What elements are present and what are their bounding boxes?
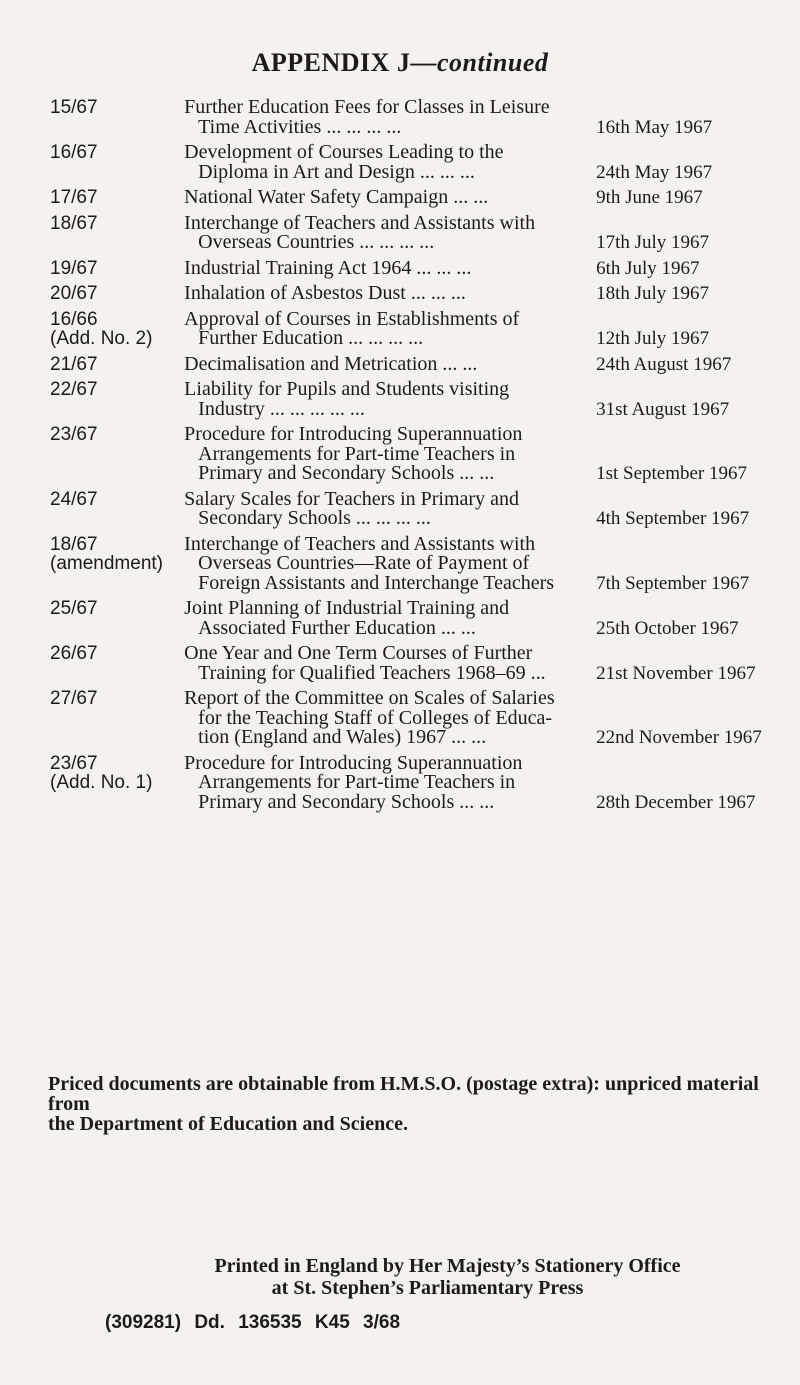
- circular-title: [184, 532, 596, 600]
- circular-date-line: [596, 425, 790, 445]
- circular-number: [50, 259, 184, 285]
- circular-date-line: 4th September 1967: [596, 508, 750, 529]
- circular-title-line: Training for Qualified Teachers 1968–69 ...: [198, 661, 546, 684]
- circulars-table: [50, 98, 790, 818]
- circular-number-text: 18/67: [50, 212, 98, 234]
- circular-title: [184, 98, 596, 143]
- circular-date: [596, 599, 790, 644]
- circular-title-line: Approval of Courses in Establishments of: [184, 307, 520, 330]
- circular-title-line: Further Education ... ... ... ...: [198, 327, 424, 349]
- circular-title: [184, 380, 596, 425]
- circular-date-line: [596, 214, 790, 234]
- circular-number: [50, 490, 184, 535]
- circular-title-line: Industrial Training Act 1964 ... ... ...: [184, 256, 472, 279]
- circular-number: [50, 689, 184, 754]
- circular-date: [596, 535, 790, 600]
- circular-date-line: 22nd November 1967: [596, 727, 762, 748]
- table-row: [50, 490, 790, 535]
- circular-number-addendum: (Add. No. 2): [50, 328, 153, 349]
- circular-title-line: Arrangements for Part-time Teachers in: [198, 442, 516, 465]
- circular-date-line: [596, 445, 790, 465]
- circular-title-line: Further Education Fees for Classes in Leisure: [184, 96, 550, 118]
- circular-title: [184, 751, 596, 819]
- circular-number: [50, 188, 184, 214]
- circular-title-line: Decimalisation and Metrication ... ...: [184, 352, 478, 375]
- table-row: [50, 689, 790, 754]
- circular-title-line: Associated Further Education ... ...: [198, 616, 476, 639]
- pricing-note-line1: Priced documents are obtainable from H.M.S.O. (postage extra): unpriced material from: [48, 1073, 759, 1115]
- table-row: [50, 214, 790, 259]
- circular-title-line: Diploma in Art and Design ... ... ...: [198, 160, 475, 183]
- circular-title-line: National Water Safety Campaign ... ...: [184, 186, 489, 208]
- circular-title-line: Interchange of Teachers and Assistants with: [184, 532, 536, 555]
- circular-date-line: 17th July 1967: [596, 232, 710, 253]
- circular-number: [50, 214, 184, 259]
- circular-number-addendum: (amendment): [50, 553, 163, 574]
- circular-date-line: [596, 535, 790, 555]
- circular-date-line: [596, 380, 790, 400]
- circular-title-line: Salary Scales for Teachers in Primary and: [184, 487, 519, 510]
- circular-number-text: 23/67: [50, 424, 98, 445]
- circular-date-line: 16th May 1967: [596, 116, 713, 138]
- table-row: [50, 98, 790, 143]
- table-row: [50, 143, 790, 188]
- circular-date: [596, 310, 790, 355]
- circular-number-text: 26/67: [50, 643, 98, 664]
- circular-number: [50, 425, 184, 490]
- table-row: [50, 284, 790, 310]
- circular-date: [596, 644, 790, 689]
- circular-title-line: Procedure for Introducing Superannuation: [184, 751, 523, 774]
- circular-number: [50, 644, 184, 689]
- circular-number: [50, 380, 184, 425]
- circular-date-line: 12th July 1967: [596, 328, 710, 349]
- circular-title-line: Interchange of Teachers and Assistants with: [184, 211, 536, 234]
- circular-number: [50, 143, 184, 188]
- circular-number-text: 18/67: [50, 533, 98, 555]
- heading-suffix: —continued: [410, 48, 549, 77]
- table-row: [50, 535, 790, 600]
- printer-credit-line1: Printed in England by Her Majesty’s Stationery Office: [214, 1255, 681, 1277]
- circular-title-line: Overseas Countries ... ... ... ...: [198, 231, 435, 253]
- circular-title: [184, 211, 596, 259]
- circular-date: [596, 754, 790, 819]
- circular-date: [596, 143, 790, 188]
- circular-date-line: [596, 599, 790, 619]
- circular-title: [184, 188, 596, 214]
- circular-date: [596, 355, 790, 381]
- circular-date: [596, 380, 790, 425]
- print-imprint-code: (309281) Dd. 136535 K45 3/68: [105, 1312, 401, 1333]
- circular-date-line: 9th June 1967: [596, 187, 703, 208]
- circular-title: [184, 284, 596, 310]
- circular-date-line: [596, 98, 790, 118]
- table-row: [50, 380, 790, 425]
- circular-title-line: Primary and Secondary Schools ... ...: [198, 462, 495, 484]
- circular-number: [50, 310, 184, 355]
- circular-number: [50, 754, 184, 819]
- circular-number-text: 22/67: [50, 379, 98, 400]
- circular-number-text: 16/66: [50, 308, 98, 330]
- circular-date: [596, 284, 790, 310]
- circular-number-text: 27/67: [50, 688, 98, 709]
- circular-number-text: 21/67: [50, 353, 98, 375]
- circular-title-line: Primary and Secondary Schools ... ...: [198, 790, 495, 813]
- circular-date: [596, 490, 790, 535]
- circular-title-line: tion (England and Wales) 1967 ... ...: [198, 726, 487, 748]
- circular-title-line: Procedure for Introducing Superannuation: [184, 423, 523, 445]
- printer-credit-line2: at St. Stephen’s Parliamentary Press: [271, 1277, 584, 1299]
- circular-title: [184, 644, 596, 689]
- circular-title-line: Joint Planning of Industrial Training and: [184, 597, 510, 619]
- circular-date-line: [596, 310, 790, 330]
- circular-title-line: Development of Courses Leading to the: [184, 141, 504, 163]
- circular-number-text: 23/67: [50, 752, 98, 774]
- circular-title: [184, 143, 596, 188]
- circular-number-addendum: (Add. No. 1): [50, 772, 153, 793]
- table-row: [50, 259, 790, 285]
- circular-date: [596, 98, 790, 143]
- circular-date-line: [596, 689, 790, 709]
- table-row: [50, 754, 790, 819]
- circular-date-line: [596, 754, 790, 774]
- circular-number-text: 17/67: [50, 187, 98, 208]
- circular-date-line: 24th May 1967: [596, 161, 713, 183]
- circular-title-line: Industry ... ... ... ... ...: [198, 397, 365, 420]
- circular-number-text: 15/67: [50, 97, 98, 118]
- circular-title-line: Report of the Committee on Scales of Salaries: [184, 687, 555, 709]
- circular-title-line: Arrangements for Part-time Teachers in: [198, 771, 516, 793]
- table-row: [50, 599, 790, 644]
- pricing-note-line2: the Department of Education and Science.: [48, 1113, 408, 1135]
- circular-title: [184, 352, 596, 381]
- circular-title-line: Liability for Pupils and Students visiting: [184, 378, 510, 400]
- circular-title-line: for the Teaching Staff of Colleges of Educa-: [198, 706, 553, 729]
- circular-title: [184, 256, 596, 285]
- pricing-note: [48, 1074, 793, 1134]
- circular-date-line: [596, 554, 790, 574]
- circular-date-line: 1st September 1967: [596, 463, 748, 484]
- circular-title-line: One Year and One Term Courses of Further: [184, 642, 533, 664]
- table-row: [50, 310, 790, 355]
- circular-date-line: 28th December 1967: [596, 791, 756, 813]
- circular-number: [50, 98, 184, 143]
- circular-title-line: Inhalation of Asbestos Dust ... ... ...: [184, 282, 466, 304]
- circular-date-line: [596, 143, 790, 163]
- circular-number-text: 19/67: [50, 257, 98, 279]
- circular-title: [184, 425, 596, 490]
- page-heading: [0, 48, 800, 78]
- table-row: [50, 188, 790, 214]
- circular-date: [596, 259, 790, 285]
- circular-date-line: 25th October 1967: [596, 617, 739, 639]
- circular-title-line: Time Activities ... ... ... ...: [198, 115, 402, 138]
- circular-date-line: [596, 709, 790, 729]
- circular-number-text: 20/67: [50, 283, 98, 304]
- table-row: [50, 355, 790, 381]
- circular-title-line: Secondary Schools ... ... ... ...: [198, 507, 431, 529]
- printer-credit: [0, 1255, 800, 1299]
- circular-date: [596, 214, 790, 259]
- heading-main: APPENDIX J: [251, 48, 411, 77]
- circular-title: [184, 487, 596, 535]
- circular-date-line: 6th July 1967: [596, 257, 700, 279]
- circular-date-line: [596, 644, 790, 664]
- circular-date-line: 21st November 1967: [596, 662, 756, 684]
- circular-date-line: 7th September 1967: [596, 572, 750, 594]
- circular-title: [184, 599, 596, 644]
- circular-date-line: 18th July 1967: [596, 283, 710, 304]
- circular-number: [50, 535, 184, 600]
- circular-title-line: Overseas Countries—Rate of Payment of: [198, 552, 530, 574]
- circular-date-line: [596, 490, 790, 510]
- circular-date-line: 24th August 1967: [596, 353, 732, 375]
- circular-number: [50, 284, 184, 310]
- circular-title: [184, 307, 596, 355]
- circular-number-text: 16/67: [50, 142, 98, 163]
- circular-number: [50, 599, 184, 644]
- circular-date: [596, 425, 790, 490]
- circular-date-line: 31st August 1967: [596, 398, 730, 420]
- circular-title-line: Foreign Assistants and Interchange Teachers: [198, 571, 555, 594]
- circular-number: [50, 355, 184, 381]
- circular-number-text: 25/67: [50, 598, 98, 619]
- table-row: [50, 425, 790, 490]
- circular-date-line: [596, 773, 790, 793]
- circulars-table-body: [50, 98, 790, 818]
- circular-date: [596, 689, 790, 754]
- circular-number-text: 24/67: [50, 488, 98, 510]
- circular-title: [184, 689, 596, 754]
- table-row: [50, 644, 790, 689]
- circular-date: [596, 188, 790, 214]
